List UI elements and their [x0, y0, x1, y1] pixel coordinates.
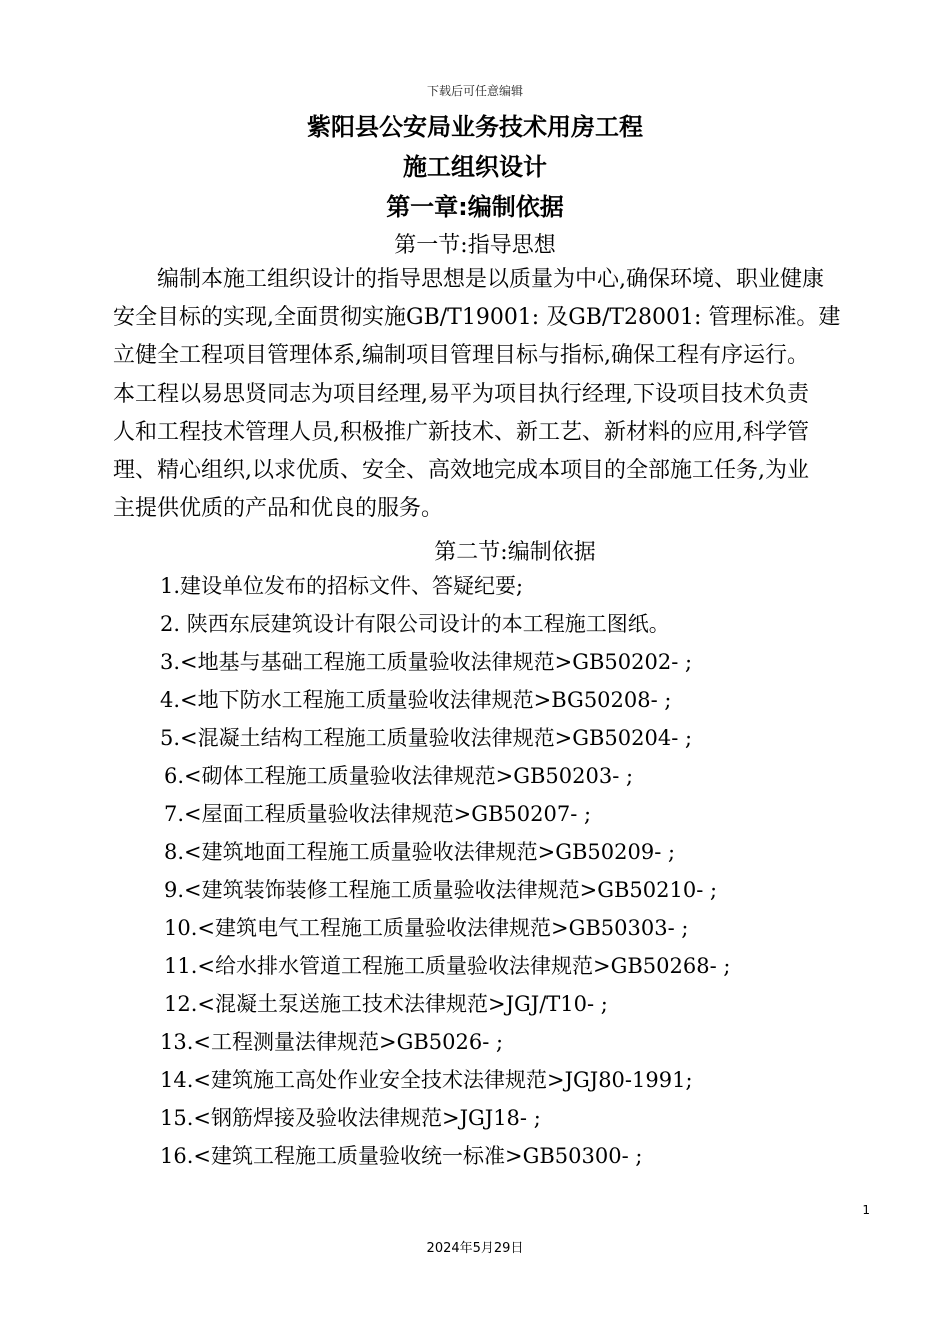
list-item: 5.<混凝土结构工程施工质量验收法律规范>GB50204- ;	[160, 726, 693, 750]
paragraph-line: 本工程以易思贤同志为项目经理,易平为项目执行经理,下设项目技术负责	[113, 381, 809, 407]
list-item: 14.<建筑施工高处作业安全技术法律规范>JGJ80-1991;	[160, 1068, 693, 1092]
list-item: 15.<钢筋焊接及验收法律规范>JGJ18- ;	[160, 1106, 541, 1130]
paragraph-line: 安全目标的实现,全面贯彻实施GB/T19001: 及GB/T28001: 管理标准。建	[113, 305, 841, 331]
section-title-guiding-thought: 第一节:指导思想	[394, 233, 556, 258]
paragraph-line: 人和工程技术管理人员,积极推广新技术、新工艺、新材料的应用,科学管	[113, 419, 809, 445]
list-item: 3.<地基与基础工程施工质量验收法律规范>GB50202- ;	[160, 650, 693, 674]
list-item: 8.<建筑地面工程施工质量验收法律规范>GB50209- ;	[164, 840, 676, 864]
paragraph-line: 立健全工程项目管理体系,编制项目管理目标与指标,确保工程有序运行。	[113, 343, 809, 369]
document-title: 紫阳县公安局业务技术用房工程	[307, 113, 643, 141]
header-note: 下载后可任意编辑	[426, 84, 523, 98]
footer-date: 2024年5月29日	[426, 1241, 524, 1256]
list-item: 4.<地下防水工程施工质量验收法律规范>BG50208- ;	[160, 688, 672, 712]
list-item: 6.<砌体工程施工质量验收法律规范>GB50203- ;	[164, 764, 634, 788]
list-item: 13.<工程测量法律规范>GB5026- ;	[160, 1030, 504, 1054]
chapter-title: 第一章:编制依据	[386, 193, 564, 221]
page-number: 1	[862, 1203, 870, 1217]
list-item: 7.<屋面工程质量验收法律规范>GB50207- ;	[164, 802, 592, 826]
list-item: 11.<给水排水管道工程施工质量验收法律规范>GB50268- ;	[164, 954, 731, 978]
guiding-thought-paragraph	[113, 261, 873, 528]
document-subtitle: 施工组织设计	[403, 153, 547, 181]
list-item: 1.建设单位发布的招标文件、答疑纪要;	[160, 574, 524, 598]
list-item: 12.<混凝土泵送施工技术法律规范>JGJ/T10- ;	[164, 992, 608, 1016]
paragraph-line: 编制本施工组织设计的指导思想是以质量为中心,确保环境、职业健康	[113, 267, 824, 292]
list-item: 9.<建筑装饰装修工程施工质量验收法律规范>GB50210- ;	[164, 878, 718, 902]
list-item: 2. 陕西东辰建筑设计有限公司设计的本工程施工图纸。	[160, 612, 670, 636]
list-item: 10.<建筑电气工程施工质量验收法律规范>GB50303- ;	[164, 916, 689, 940]
paragraph-line: 主提供优质的产品和优良的服务。	[113, 496, 444, 522]
section-title-basis: 第二节:编制依据	[434, 540, 596, 565]
paragraph-line: 理、精心组织,以求优质、安全、高效地完成本项目的全部施工任务,为业	[113, 458, 809, 484]
list-item: 16.<建筑工程施工质量验收统一标准>GB50300- ;	[160, 1144, 643, 1168]
